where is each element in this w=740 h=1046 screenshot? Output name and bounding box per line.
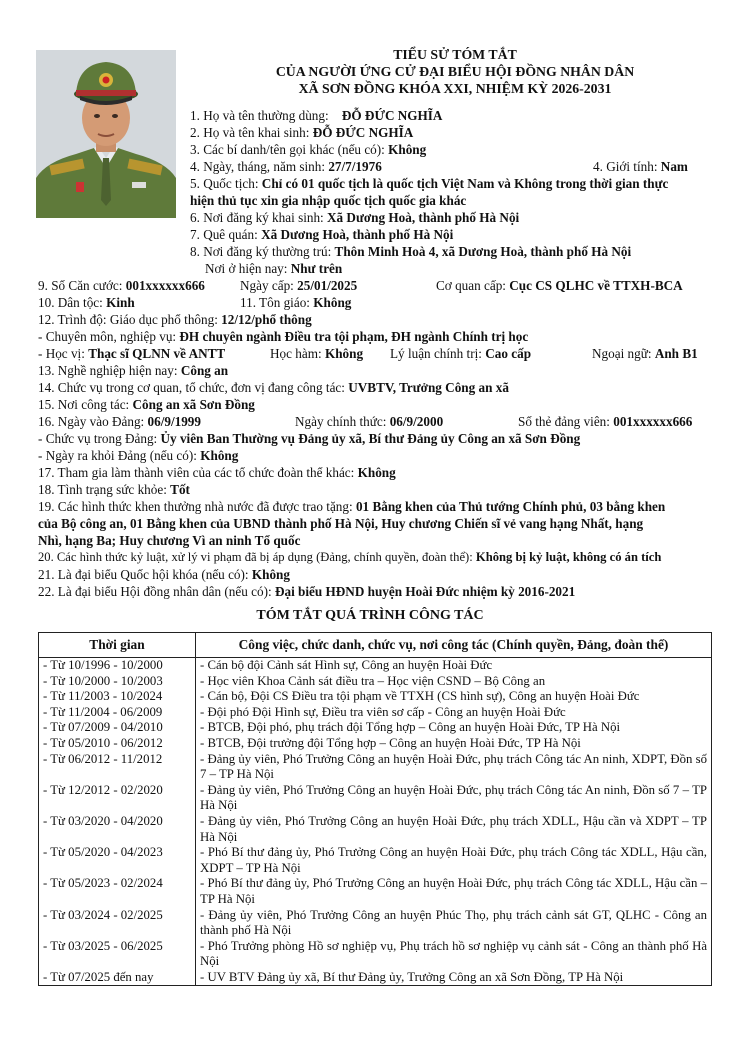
table-row: [39, 705, 712, 721]
occupation-value: Công an: [180, 363, 229, 378]
field-hometown: 7. Quê quán: Xã Dương Hoà, thành phố Hà Nội: [190, 227, 454, 242]
row-job: - Đảng ủy viên, Phó Trưởng Công an huyện Hoài Đức, phụ trách XDLL, Hậu cần và XDPT – TP Hà Nội: [196, 814, 712, 845]
political-theory-value: Cao cấp: [485, 346, 532, 361]
table-row: [39, 674, 712, 690]
row-job: - Cán bộ đội Cảnh sát Hình sự, Công an huyện Hoài Đức: [196, 658, 712, 674]
row-time: - Từ 10/2000 - 10/2003: [39, 674, 196, 690]
field-party-position: - Chức vụ trong Đảng: Ủy viên Ban Thường vụ Đảng ủy xã, Bí thư Đảng ủy Công an xã Sơn Đồng: [38, 431, 581, 446]
birth-date-value: 27/7/1976: [328, 159, 382, 174]
field-awards-cont2: [38, 532, 300, 549]
row-time: - Từ 11/2004 - 06/2009: [39, 705, 196, 721]
field-organizations: 17. Tham gia làm thành viên của các tổ chức đoàn thể khác: Không: [38, 465, 396, 480]
row-time: - Từ 12/2012 - 02/2020: [39, 783, 196, 814]
table-row: [39, 908, 712, 939]
table-row: [39, 939, 712, 970]
table-row: [39, 970, 712, 986]
work-history-title: TÓM TẮT QUÁ TRÌNH CÔNG TÁC: [256, 608, 484, 623]
row-time: - Từ 05/2020 - 04/2023: [39, 845, 196, 876]
field-party-leave-date: - Ngày ra khỏi Đảng (nếu có): Không: [38, 448, 239, 463]
permanent-address-value: Thôn Minh Hoà 4, xã Dương Hoà, thành phố Hà Nội: [334, 244, 632, 259]
field-foreign-language: Ngoại ngữ: Anh B1: [592, 346, 698, 361]
organizations-value: Không: [357, 465, 396, 480]
field-party-card: Số thẻ đảng viên: 001xxxxxx666: [518, 414, 693, 429]
row-job: - BTCB, Đội phó, phụ trách đội Tổng hợp – Công an huyện Hoài Đức, TP Hà Nội: [196, 720, 712, 736]
row-job: - Cán bộ, Đội CS Điều tra tội phạm về TTXH (CS hình sự), Công an huyện Hoài Đức: [196, 689, 712, 705]
degree-value: Thạc sĩ QLNN về ANTT: [88, 346, 226, 361]
common-name-value: ĐỖ ĐỨC NGHĨA: [341, 108, 443, 123]
field-position: 14. Chức vụ trong cơ quan, tổ chức, đơn vị đang công tác: UVBTV, Trưởng Công an xã: [38, 380, 509, 395]
field-alias: 3. Các bí danh/tên gọi khác (nếu có): Không: [190, 142, 427, 157]
workplace-value: Công an xã Sơn Đồng: [132, 397, 255, 412]
nationality-value-line2: hiện thủ tục xin gia nhập quốc tịch quốc gia khác: [190, 193, 467, 208]
field-political-theory: Lý luận chính trị: Cao cấp: [390, 346, 532, 361]
row-job: - Học viên Khoa Cảnh sát điều tra – Học viện CSND – Bộ Công an: [196, 674, 712, 690]
field-id-issuer: Cơ quan cấp: Cục CS QLHC về TTXH-BCA: [436, 278, 683, 293]
party-leave-date-value: Không: [200, 448, 239, 463]
table-row: [39, 720, 712, 736]
table-row: [39, 876, 712, 907]
table-row: [39, 845, 712, 876]
hometown-value: Xã Dương Hoà, thành phố Hà Nội: [261, 227, 454, 242]
doc-subtitle: CỦA NGƯỜI ỨNG CỬ ĐẠI BIỂU HỘI ĐỒNG NHÂN DÂN: [275, 64, 635, 79]
work-history-header-row: [39, 633, 712, 658]
field-party-official-date: Ngày chính thức: 06/9/2000: [295, 414, 444, 429]
specialization-value: ĐH chuyên ngành Điều tra tội phạm, ĐH ngành Chính trị học: [179, 329, 529, 344]
field-gender: 4. Giới tính: Nam: [593, 159, 688, 174]
row-job: - UV BTV Đảng ủy xã, Bí thư Đảng ủy, Trưởng Công an xã Sơn Đồng, TP Hà Nội: [196, 970, 712, 986]
row-job: - Đảng ủy viên, Phó Trưởng Công an huyện Phúc Thọ, phụ trách cảnh sát GT, QLHC - Công an thành phố Hà Nội: [196, 908, 712, 939]
field-peoples-council: 22. Là đại biểu Hội đồng nhân dân (nếu có): Đại biểu HĐND huyện Hoài Đức nhiệm kỳ 2016-2021: [38, 584, 576, 599]
awards-value-line1: 01 Bằng khen của Thủ tướng Chính phủ, 03 bằng khen: [355, 499, 666, 514]
education-value: 12/12/phổ thông: [221, 312, 312, 327]
field-birth-registration: 6. Nơi đăng ký khai sinh: Xã Dương Hoà, thành phố Hà Nội: [190, 210, 520, 225]
id-number-value: 001xxxxxx666: [125, 278, 205, 293]
row-job: - BTCB, Đội trưởng đội Tổng hợp – Công an huyện Hoài Đức, TP Hà Nội: [196, 736, 712, 752]
nationality-value-line1: Chỉ có 01 quốc tịch là quốc tịch Việt Nam và Không trong thời gian thực: [261, 176, 669, 191]
field-awards-cont: [38, 515, 643, 532]
row-time: - Từ 03/2025 - 06/2025: [39, 939, 196, 970]
work-history-table: [38, 632, 712, 986]
party-join-date-value: 06/9/1999: [147, 414, 201, 429]
field-current-address: Nơi ở hiện nay: Như trên: [205, 261, 343, 276]
table-row: [39, 814, 712, 845]
field-awards: 19. Các hình thức khen thưởng nhà nước đã được trao tặng: 01 Bằng khen của Thủ tướng Chính phủ, 03 bằng khen: [38, 499, 666, 514]
row-time: - Từ 10/1996 - 10/2000: [39, 658, 196, 674]
field-occupation: 13. Nghề nghiệp hiện nay: Công an: [38, 363, 229, 378]
row-time: - Từ 11/2003 - 10/2024: [39, 689, 196, 705]
birth-name-value: ĐỖ ĐỨC NGHĨA: [312, 125, 414, 140]
id-issuer-value: Cục CS QLHC về TTXH-BCA: [509, 278, 683, 293]
discipline-value: Không bị kỷ luật, không có án tích: [475, 550, 662, 564]
field-common-name: 1. Họ và tên thường dùng: ĐỖ ĐỨC NGHĨA: [190, 108, 443, 123]
national-assembly-value: Không: [251, 567, 290, 582]
field-health: 18. Tình trạng sức khỏe: Tốt: [38, 482, 190, 497]
field-ethnicity: 10. Dân tộc: Kinh: [38, 295, 135, 310]
field-workplace: 15. Nơi công tác: Công an xã Sơn Đồng: [38, 397, 255, 412]
awards-value-line2: của Bộ công an, 01 Bằng khen của UBND thành phố Hà Nội, Huy chương Chiến sĩ vẻ vang hạng Nhất, hạng: [38, 516, 644, 531]
current-address-value: Như trên: [290, 261, 343, 276]
row-job: - Phó Bí thư đảng ủy, Phó Trưởng Công an huyện Hoài Đức, phụ trách Công tác XDLL, Hậu cần – TP Hà Nội: [196, 876, 712, 907]
field-party-join-date: 16. Ngày vào Đảng: 06/9/1999: [38, 414, 201, 429]
party-position-value: Ủy viên Ban Thường vụ Đảng ủy xã, Bí thư Đảng ủy Công an xã Sơn Đồng: [160, 431, 581, 446]
alias-value: Không: [388, 142, 427, 157]
doc-subtitle-term: XÃ SƠN ĐỒNG KHÓA XXI, NHIỆM KỲ 2026-2031: [298, 81, 612, 96]
religion-value: Không: [313, 295, 352, 310]
col-job-header: Công việc, chức danh, chức vụ, nơi công tác (Chính quyền, Đảng, đoàn thể): [196, 633, 712, 658]
awards-value-line3: Nhì, hạng Ba; Huy chương Vì an ninh Tổ quốc: [38, 533, 301, 548]
field-id-issue-date: Ngày cấp: 25/01/2025: [240, 278, 358, 293]
row-time: - Từ 06/2012 - 11/2012: [39, 752, 196, 783]
field-religion: 11. Tôn giáo: Không: [240, 295, 352, 310]
doc-title: TIỂU SỬ TÓM TẮT: [393, 47, 517, 62]
table-row: [39, 752, 712, 783]
row-job: - Đảng ủy viên, Phó Trưởng Công an huyện Hoài Đức, phụ trách Công tác An ninh, Đồn số 7 – TP Hà Nội: [196, 783, 712, 814]
row-time: - Từ 03/2020 - 04/2020: [39, 814, 196, 845]
field-specialization: - Chuyên môn, nghiệp vụ: ĐH chuyên ngành Điều tra tội phạm, ĐH ngành Chính trị học: [38, 329, 529, 344]
row-job: - Phó Trưởng phòng Hồ sơ nghiệp vụ, Phụ trách hồ sơ nghiệp vụ cảnh sát - Công an thành phố Hà Nội: [196, 939, 712, 970]
position-value: UVBTV, Trưởng Công an xã: [348, 380, 509, 395]
row-job: - Đảng ủy viên, Phó Trưởng Công an huyện Hoài Đức, phụ trách Công tác An ninh, XDPT, Đồn số 7 – TP Hà Nội: [196, 752, 712, 783]
gender-value: Nam: [660, 159, 688, 174]
party-official-date-value: 06/9/2000: [389, 414, 444, 429]
health-value: Tốt: [170, 482, 190, 497]
field-national-assembly: 21. Là đại biểu Quốc hội khóa (nếu có): Không: [38, 567, 290, 582]
row-time: - Từ 05/2010 - 06/2012: [39, 736, 196, 752]
peoples-council-value: Đại biểu HĐND huyện Hoài Đức nhiệm kỳ 2016-2021: [274, 584, 576, 599]
row-time: - Từ 07/2009 - 04/2010: [39, 720, 196, 736]
field-nationality-cont: [190, 192, 466, 209]
field-degree: - Học vị: Thạc sĩ QLNN về ANTT: [38, 346, 226, 361]
ethnicity-value: Kinh: [106, 295, 135, 310]
birth-registration-value: Xã Dương Hoà, thành phố Hà Nội: [327, 210, 520, 225]
table-row: [39, 658, 712, 674]
academic-title-value: Không: [324, 346, 364, 361]
field-id-number: 9. Số Căn cước: 001xxxxxx666: [38, 278, 205, 293]
field-permanent-address: 8. Nơi đăng ký thường trú: Thôn Minh Hoà 4, xã Dương Hoà, thành phố Hà Nội: [190, 244, 632, 259]
field-nationality: 5. Quốc tịch: Chỉ có 01 quốc tịch là quốc tịch Việt Nam và Không trong thời gian thực: [190, 176, 669, 191]
party-card-value: 001xxxxxx666: [613, 414, 693, 429]
table-row: [39, 783, 712, 814]
field-birth-date: 4. Ngày, tháng, năm sinh: 27/7/1976: [190, 159, 382, 174]
row-job: - Phó Bí thư đảng ủy, Phó Trưởng Công an huyện Hoài Đức, phụ trách Công tác XDLL, Hậu cần, XDPT – TP Hà Nội: [196, 845, 712, 876]
id-issue-date-value: 25/01/2025: [297, 278, 358, 293]
row-time: - Từ 05/2023 - 02/2024: [39, 876, 196, 907]
foreign-language-value: Anh B1: [654, 346, 698, 361]
row-time: - Từ 07/2025 đến nay: [39, 970, 196, 986]
row-job: - Đội phó Đội Hình sự, Điều tra viên sơ cấp - Công an huyện Hoài Đức: [196, 705, 712, 721]
field-discipline: 20. Các hình thức kỷ luật, xử lý vi phạm đã bị áp dụng (Đảng, chính quyền, đoàn thể): Không bị kỷ luật, không có án tích: [38, 550, 662, 564]
candidate-portrait: [36, 50, 176, 218]
col-time-header: Thời gian: [39, 633, 196, 658]
field-birth-name: 2. Họ và tên khai sinh: ĐỖ ĐỨC NGHĨA: [190, 125, 414, 140]
row-time: - Từ 03/2024 - 02/2025: [39, 908, 196, 939]
field-education: 12. Trình độ: Giáo dục phổ thông: 12/12/phổ thông: [38, 312, 312, 327]
field-academic-title: Học hàm: Không: [270, 346, 364, 361]
table-row: [39, 689, 712, 705]
table-row: [39, 736, 712, 752]
